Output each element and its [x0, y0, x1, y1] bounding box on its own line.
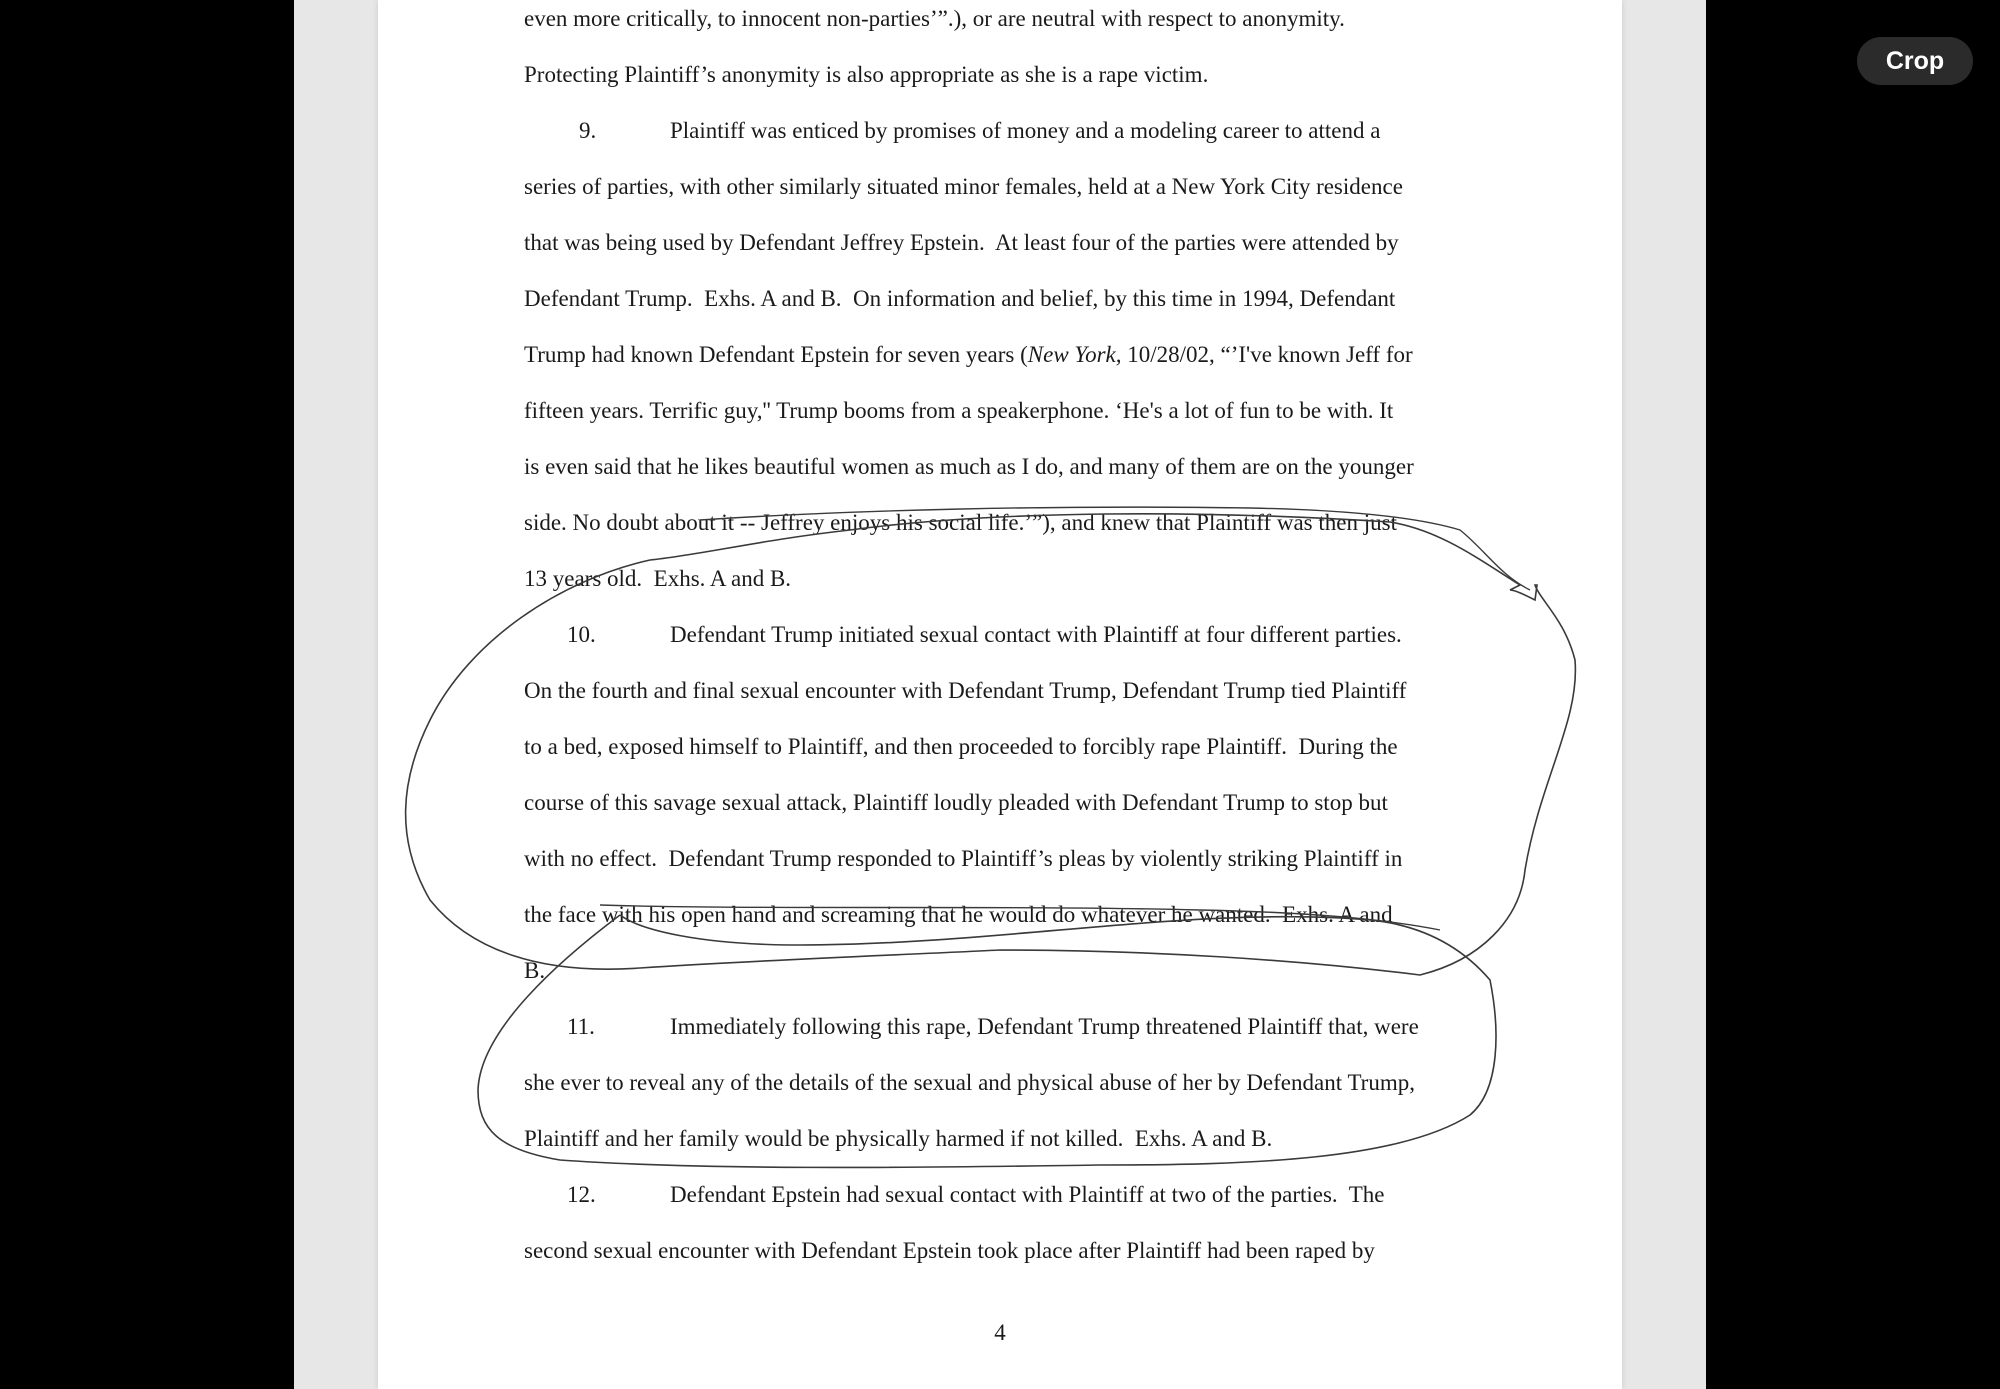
text-line: Defendant Trump. Exhs. A and B. On information and belief, by this time in 1994, Defendant — [524, 286, 1396, 311]
page-number: 4 — [994, 1320, 1006, 1345]
text-line: series of parties, with other similarly situated minor females, held at a New York City residence — [524, 174, 1403, 199]
text-line: is even said that he likes beautiful women as much as I do, and many of them are on the younger — [524, 454, 1414, 479]
text-line: Plaintiff and her family would be physically harmed if not killed. Exhs. A and B. — [524, 1126, 1273, 1151]
text-line: that was being used by Defendant Jeffrey Epstein. At least four of the parties were attended by — [524, 230, 1399, 255]
crop-button[interactable]: Crop — [1857, 37, 1973, 85]
text-line: Defendant Trump initiated sexual contact with Plaintiff at four different parties. — [670, 622, 1402, 647]
text-line: Plaintiff was enticed by promises of money and a modeling career to attend a — [670, 118, 1381, 143]
text-line: to a bed, exposed himself to Plaintiff, and then proceeded to forcibly rape Plaintiff. During the — [524, 734, 1398, 759]
text-line: with no effect. Defendant Trump responded to Plaintiff’s pleas by violently striking Plaintiff in — [524, 846, 1403, 871]
paragraph-number: 9. — [579, 118, 597, 143]
paragraph-number: 12. — [567, 1182, 596, 1207]
text-line: she ever to reveal any of the details of the sexual and physical abuse of her by Defendant Trump, — [524, 1070, 1415, 1095]
text-line: even more critically, to innocent non-parties’”.), or are neutral with respect to anonymity. — [524, 6, 1345, 31]
text-line: second sexual encounter with Defendant Epstein took place after Plaintiff had been raped by — [524, 1238, 1375, 1263]
text-line: course of this savage sexual attack, Plaintiff loudly pleaded with Defendant Trump to stop but — [524, 790, 1388, 815]
text-line: Defendant Epstein had sexual contact with Plaintiff at two of the parties. The — [670, 1182, 1385, 1207]
text-line: fifteen years. Terrific guy,'' Trump booms from a speakerphone. ‘He's a lot of fun to be with. It — [524, 398, 1394, 423]
text-line: On the fourth and final sexual encounter with Defendant Trump, Defendant Trump tied Plaintiff — [524, 678, 1407, 703]
text-line: Trump had known Defendant Epstein for seven years (New York, 10/28/02, “’I've known Jeff for — [524, 342, 1413, 367]
paragraph-number: 11. — [567, 1014, 595, 1039]
text-line: Protecting Plaintiff’s anonymity is also appropriate as she is a rape victim. — [524, 62, 1209, 87]
text-line: the face with his open hand and screaming that he would do whatever he wanted. Exhs. A and — [524, 902, 1393, 927]
paragraph-number: 10. — [567, 622, 596, 647]
text-line: B. — [524, 958, 546, 983]
text-line: 13 years old. Exhs. A and B. — [524, 566, 792, 591]
text-line: side. No doubt about it -- Jeffrey enjoys his social life.’”), and knew that Plaintiff was then just — [524, 510, 1397, 535]
text-line: Immediately following this rape, Defendant Trump threatened Plaintiff that, were — [670, 1014, 1419, 1039]
